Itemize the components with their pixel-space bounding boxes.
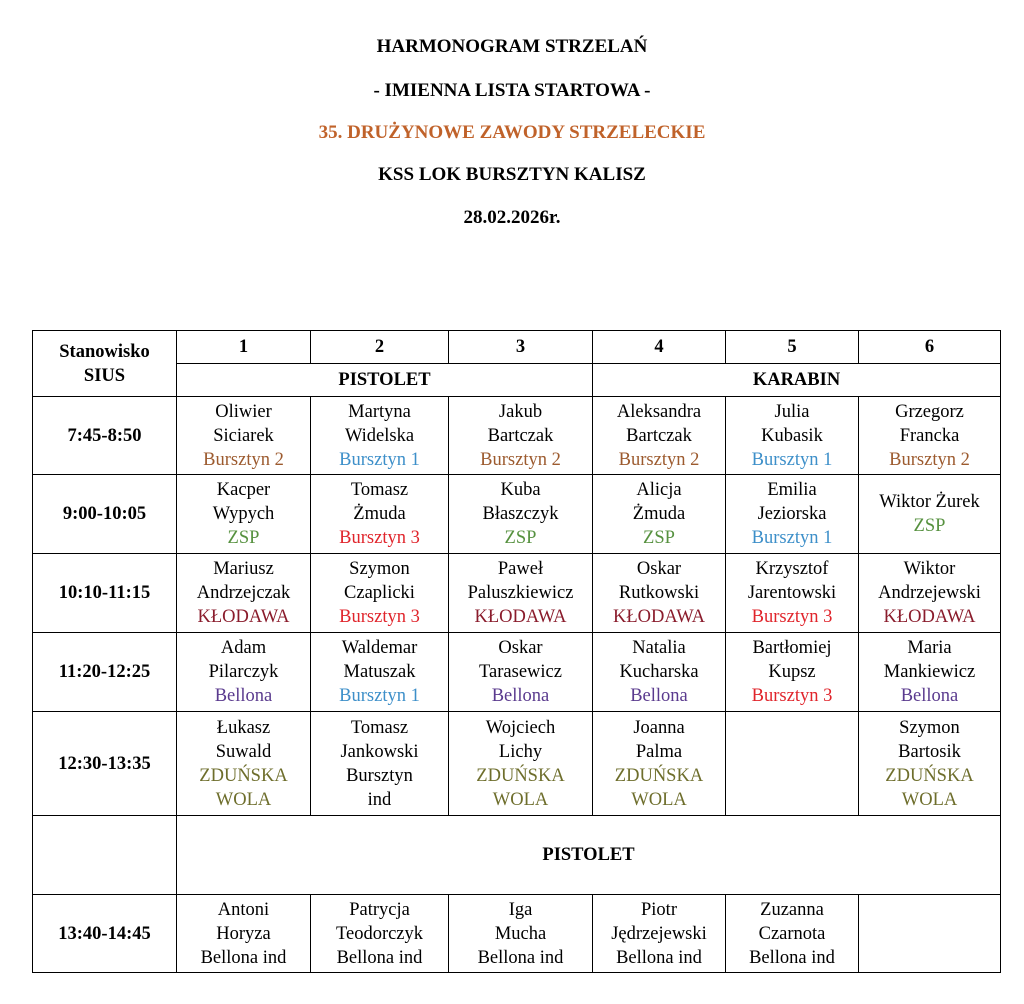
- shooter-cell: [726, 633, 859, 712]
- shooter-name: Wypych: [212, 504, 275, 524]
- shooter-cell: [593, 554, 726, 633]
- group-header-row: [33, 364, 1001, 397]
- shooter-cell: [726, 397, 859, 475]
- time-slot: 10:10-11:15: [33, 554, 177, 633]
- shooter-cell: [449, 475, 593, 554]
- shooter-name: Adam: [220, 638, 267, 658]
- time-slot: 13:40-14:45: [33, 895, 177, 973]
- team-name: Bellona: [900, 686, 959, 706]
- time-slot-row: [33, 895, 1001, 973]
- team-name: KŁODAWA: [883, 607, 976, 627]
- pistol-group-header: PISTOLET: [177, 364, 593, 397]
- team-name: WOLA: [492, 789, 549, 810]
- corner-label-sius: SIUS: [83, 365, 126, 386]
- shooter-cell: [311, 712, 449, 816]
- shooter-name: Żmuda: [632, 504, 686, 524]
- shooter-cell: [593, 895, 726, 973]
- shooter-cell: [177, 633, 311, 712]
- team-name: WOLA: [901, 789, 958, 810]
- shooter-name: Waldemar: [341, 638, 418, 658]
- shooter-name: Martyna: [348, 401, 411, 422]
- shooter-cell: [593, 475, 726, 554]
- time-slot: 12:30-13:35: [33, 712, 177, 816]
- shooter-cell: [449, 633, 593, 712]
- shooter-cell: [859, 475, 1001, 554]
- section-row: [33, 816, 1001, 895]
- shooter-name: Bartłomiej: [752, 638, 832, 658]
- time-slot: 7:45-8:50: [33, 397, 177, 475]
- shooter-name: Rutkowski: [618, 583, 700, 603]
- shooter-name: Lichy: [498, 741, 543, 762]
- shooter-cell: [177, 554, 311, 633]
- shooter-name: Matuszak: [343, 662, 416, 682]
- shooter-name: Alicja: [636, 480, 682, 500]
- team-name: Bellona ind: [200, 947, 287, 968]
- shooter-cell: [859, 712, 1001, 816]
- shooter-name: Pilarczyk: [208, 662, 279, 682]
- team-name: KŁODAWA: [474, 607, 567, 627]
- team-name: ZDUŃSKA: [885, 765, 974, 786]
- station-5-header: 5: [726, 331, 859, 364]
- empty-cell: [726, 712, 859, 816]
- shooter-cell: [311, 895, 449, 973]
- shooter-cell: [177, 712, 311, 816]
- shooter-name: Żmuda: [353, 504, 406, 524]
- team-name: Bellona ind: [336, 947, 423, 968]
- club-name: KSS LOK BURSZTYN KALISZ: [378, 164, 646, 185]
- shooter-cell: [726, 475, 859, 554]
- shooter-name: Joanna: [633, 717, 685, 738]
- document-title: HARMONOGRAM STRZELAŃ: [376, 36, 648, 57]
- shooter-cell: [859, 554, 1001, 633]
- team-name: ZSP: [913, 516, 946, 536]
- shooter-name: Kucharska: [619, 662, 699, 682]
- team-name: KŁODAWA: [612, 607, 706, 627]
- team-name: Bursztyn 1: [751, 449, 833, 470]
- shooter-cell: [726, 554, 859, 633]
- team-name: Bursztyn 3: [339, 607, 420, 627]
- shooter-cell: [593, 397, 726, 475]
- shooter-name: Szymon: [349, 559, 410, 579]
- team-name: Bursztyn 3: [751, 686, 833, 706]
- shooter-cell: [311, 633, 449, 712]
- team-name: Bellona ind: [477, 947, 564, 968]
- station-6-header: 6: [859, 331, 1001, 364]
- team-name: ind: [367, 789, 392, 810]
- team-name: Bellona: [491, 686, 550, 706]
- shooter-name: Jędrzejewski: [611, 923, 707, 944]
- shooter-name: Wojciech: [485, 717, 556, 738]
- shooter-cell: [859, 633, 1001, 712]
- shooter-name: Andrzejczak: [196, 583, 291, 603]
- team-name: ZDUŃSKA: [476, 765, 565, 786]
- shooter-cell: [177, 397, 311, 475]
- team-name: Bursztyn 2: [889, 449, 970, 470]
- corner-header: [33, 331, 177, 397]
- time-slot: 11:20-12:25: [33, 633, 177, 712]
- shooter-cell: [726, 895, 859, 973]
- team-name: Bursztyn 1: [339, 449, 420, 470]
- empty-cell: [33, 816, 177, 895]
- event-name: 35. DRUŻYNOWE ZAWODY STRZELECKIE: [318, 122, 706, 143]
- shooter-name: Oskar: [498, 638, 543, 658]
- shooter-name: Tomasz: [350, 480, 409, 500]
- team-name: Bursztyn 2: [203, 449, 284, 470]
- team-name: Bursztyn 2: [480, 449, 561, 470]
- empty-cell: [859, 895, 1001, 973]
- time-slot-row: [33, 633, 1001, 712]
- shooter-name: Piotr: [641, 899, 677, 920]
- time-slot-row: [33, 712, 1001, 816]
- shooter-name: Teodorczyk: [335, 923, 424, 944]
- shooter-name: Horyza: [216, 923, 271, 944]
- rifle-group-header: KARABIN: [593, 364, 1001, 397]
- team-name: Bursztyn 2: [618, 449, 700, 470]
- shooter-name: Oskar: [636, 559, 682, 579]
- team-name: Bursztyn 1: [751, 528, 833, 548]
- shooter-name: Tarasewicz: [479, 662, 562, 682]
- shooter-name: Łukasz: [216, 717, 271, 738]
- shooter-name: Czaplicki: [344, 583, 415, 603]
- shooter-name: Paluszkiewicz: [467, 583, 574, 603]
- team-name: Bellona ind: [616, 947, 702, 968]
- shooter-cell: [177, 475, 311, 554]
- team-name: Bursztyn 3: [339, 528, 420, 548]
- shooter-name: Błaszczyk: [482, 504, 559, 524]
- shooter-name: Mankiewicz: [883, 662, 976, 682]
- shooter-cell: [449, 554, 593, 633]
- shooter-name: Czarnota: [758, 923, 826, 944]
- shooter-name: Aleksandra: [616, 401, 702, 422]
- time-slot-row: [33, 397, 1001, 475]
- team-name: Bursztyn 3: [751, 607, 833, 627]
- shooter-name: Antoni: [217, 899, 270, 920]
- team-name: WOLA: [215, 789, 272, 810]
- shooter-cell: [177, 895, 311, 973]
- station-header-row: [33, 331, 1001, 364]
- station-4-header: 4: [593, 331, 726, 364]
- shooter-name: Grzegorz: [895, 401, 964, 422]
- shooter-name: Kupsz: [768, 662, 816, 682]
- team-name: Bellona: [630, 686, 688, 706]
- time-slot-row: [33, 475, 1001, 554]
- shooter-cell: [311, 397, 449, 475]
- shooter-name: Kacper: [216, 480, 271, 500]
- shooter-name: Natalia: [632, 638, 686, 658]
- shooter-name: Paweł: [497, 559, 544, 579]
- shooter-name: Jarentowski: [747, 583, 837, 603]
- shooter-cell: [311, 554, 449, 633]
- shooter-cell: [593, 712, 726, 816]
- station-3-header: 3: [449, 331, 593, 364]
- shooter-name: Bartczak: [626, 425, 692, 446]
- shooter-name: Patrycja: [349, 899, 410, 920]
- team-name: ZSP: [227, 528, 260, 548]
- shooter-name: Suwald: [215, 741, 272, 762]
- team-name: ZDUŃSKA: [199, 765, 288, 786]
- shooter-name: Maria: [907, 638, 952, 658]
- shooter-cell: [859, 397, 1001, 475]
- shooter-name: Jakub: [498, 401, 543, 422]
- team-name: KŁODAWA: [197, 607, 290, 627]
- team-name: Bursztyn 1: [339, 686, 420, 706]
- shooter-name: Szymon: [899, 717, 960, 738]
- shooter-name: Oliwier: [215, 401, 272, 422]
- station-2-header: 2: [311, 331, 449, 364]
- shooter-name: Tomasz: [350, 717, 409, 738]
- shooter-name: Wiktor Żurek: [879, 492, 980, 512]
- start-list-table: [32, 330, 1001, 973]
- shooter-name: Widelska: [344, 425, 415, 446]
- time-slot: 9:00-10:05: [33, 475, 177, 554]
- shooter-name: Zuzanna: [760, 899, 824, 920]
- pistol-section-header: PISTOLET: [177, 816, 1001, 895]
- shooter-name: Bartosik: [898, 741, 961, 762]
- team-name: ZSP: [643, 528, 675, 548]
- shooter-name: Francka: [899, 425, 960, 446]
- time-slot-row: [33, 554, 1001, 633]
- shooter-cell: [593, 633, 726, 712]
- shooter-name: Bartczak: [487, 425, 554, 446]
- shooter-name: Julia: [774, 401, 810, 422]
- shooter-name: Iga: [508, 899, 533, 920]
- shooter-name: Kuba: [500, 480, 541, 500]
- shooter-name: Krzysztof: [755, 559, 829, 579]
- shooter-name: Siciarek: [213, 425, 274, 446]
- shooter-cell: [449, 397, 593, 475]
- shooter-name: Emilia: [767, 480, 817, 500]
- shooter-name: Jankowski: [340, 741, 419, 762]
- team-name: ZSP: [504, 528, 537, 548]
- shooter-name: Palma: [635, 741, 683, 762]
- shooter-name: Mucha: [494, 923, 547, 944]
- shooter-name: Wiktor: [903, 559, 956, 579]
- team-name: Bursztyn: [346, 765, 413, 786]
- team-name: WOLA: [631, 789, 687, 810]
- shooter-name: Jeziorska: [757, 504, 827, 524]
- team-name: ZDUŃSKA: [614, 765, 704, 786]
- team-name: Bellona: [214, 686, 273, 706]
- event-date: 28.02.2026r.: [463, 207, 561, 228]
- document-subtitle: - IMIENNA LISTA STARTOWA -: [373, 80, 651, 101]
- shooter-name: Mariusz: [213, 559, 274, 579]
- corner-label-stanowisko: Stanowisko: [59, 341, 150, 362]
- station-1-header: 1: [177, 331, 311, 364]
- shooter-name: Andrzejewski: [878, 583, 981, 603]
- team-name: Bellona ind: [749, 947, 835, 968]
- shooter-cell: [449, 895, 593, 973]
- shooter-cell: [449, 712, 593, 816]
- shooter-cell: [311, 475, 449, 554]
- shooter-name: Kubasik: [761, 425, 823, 446]
